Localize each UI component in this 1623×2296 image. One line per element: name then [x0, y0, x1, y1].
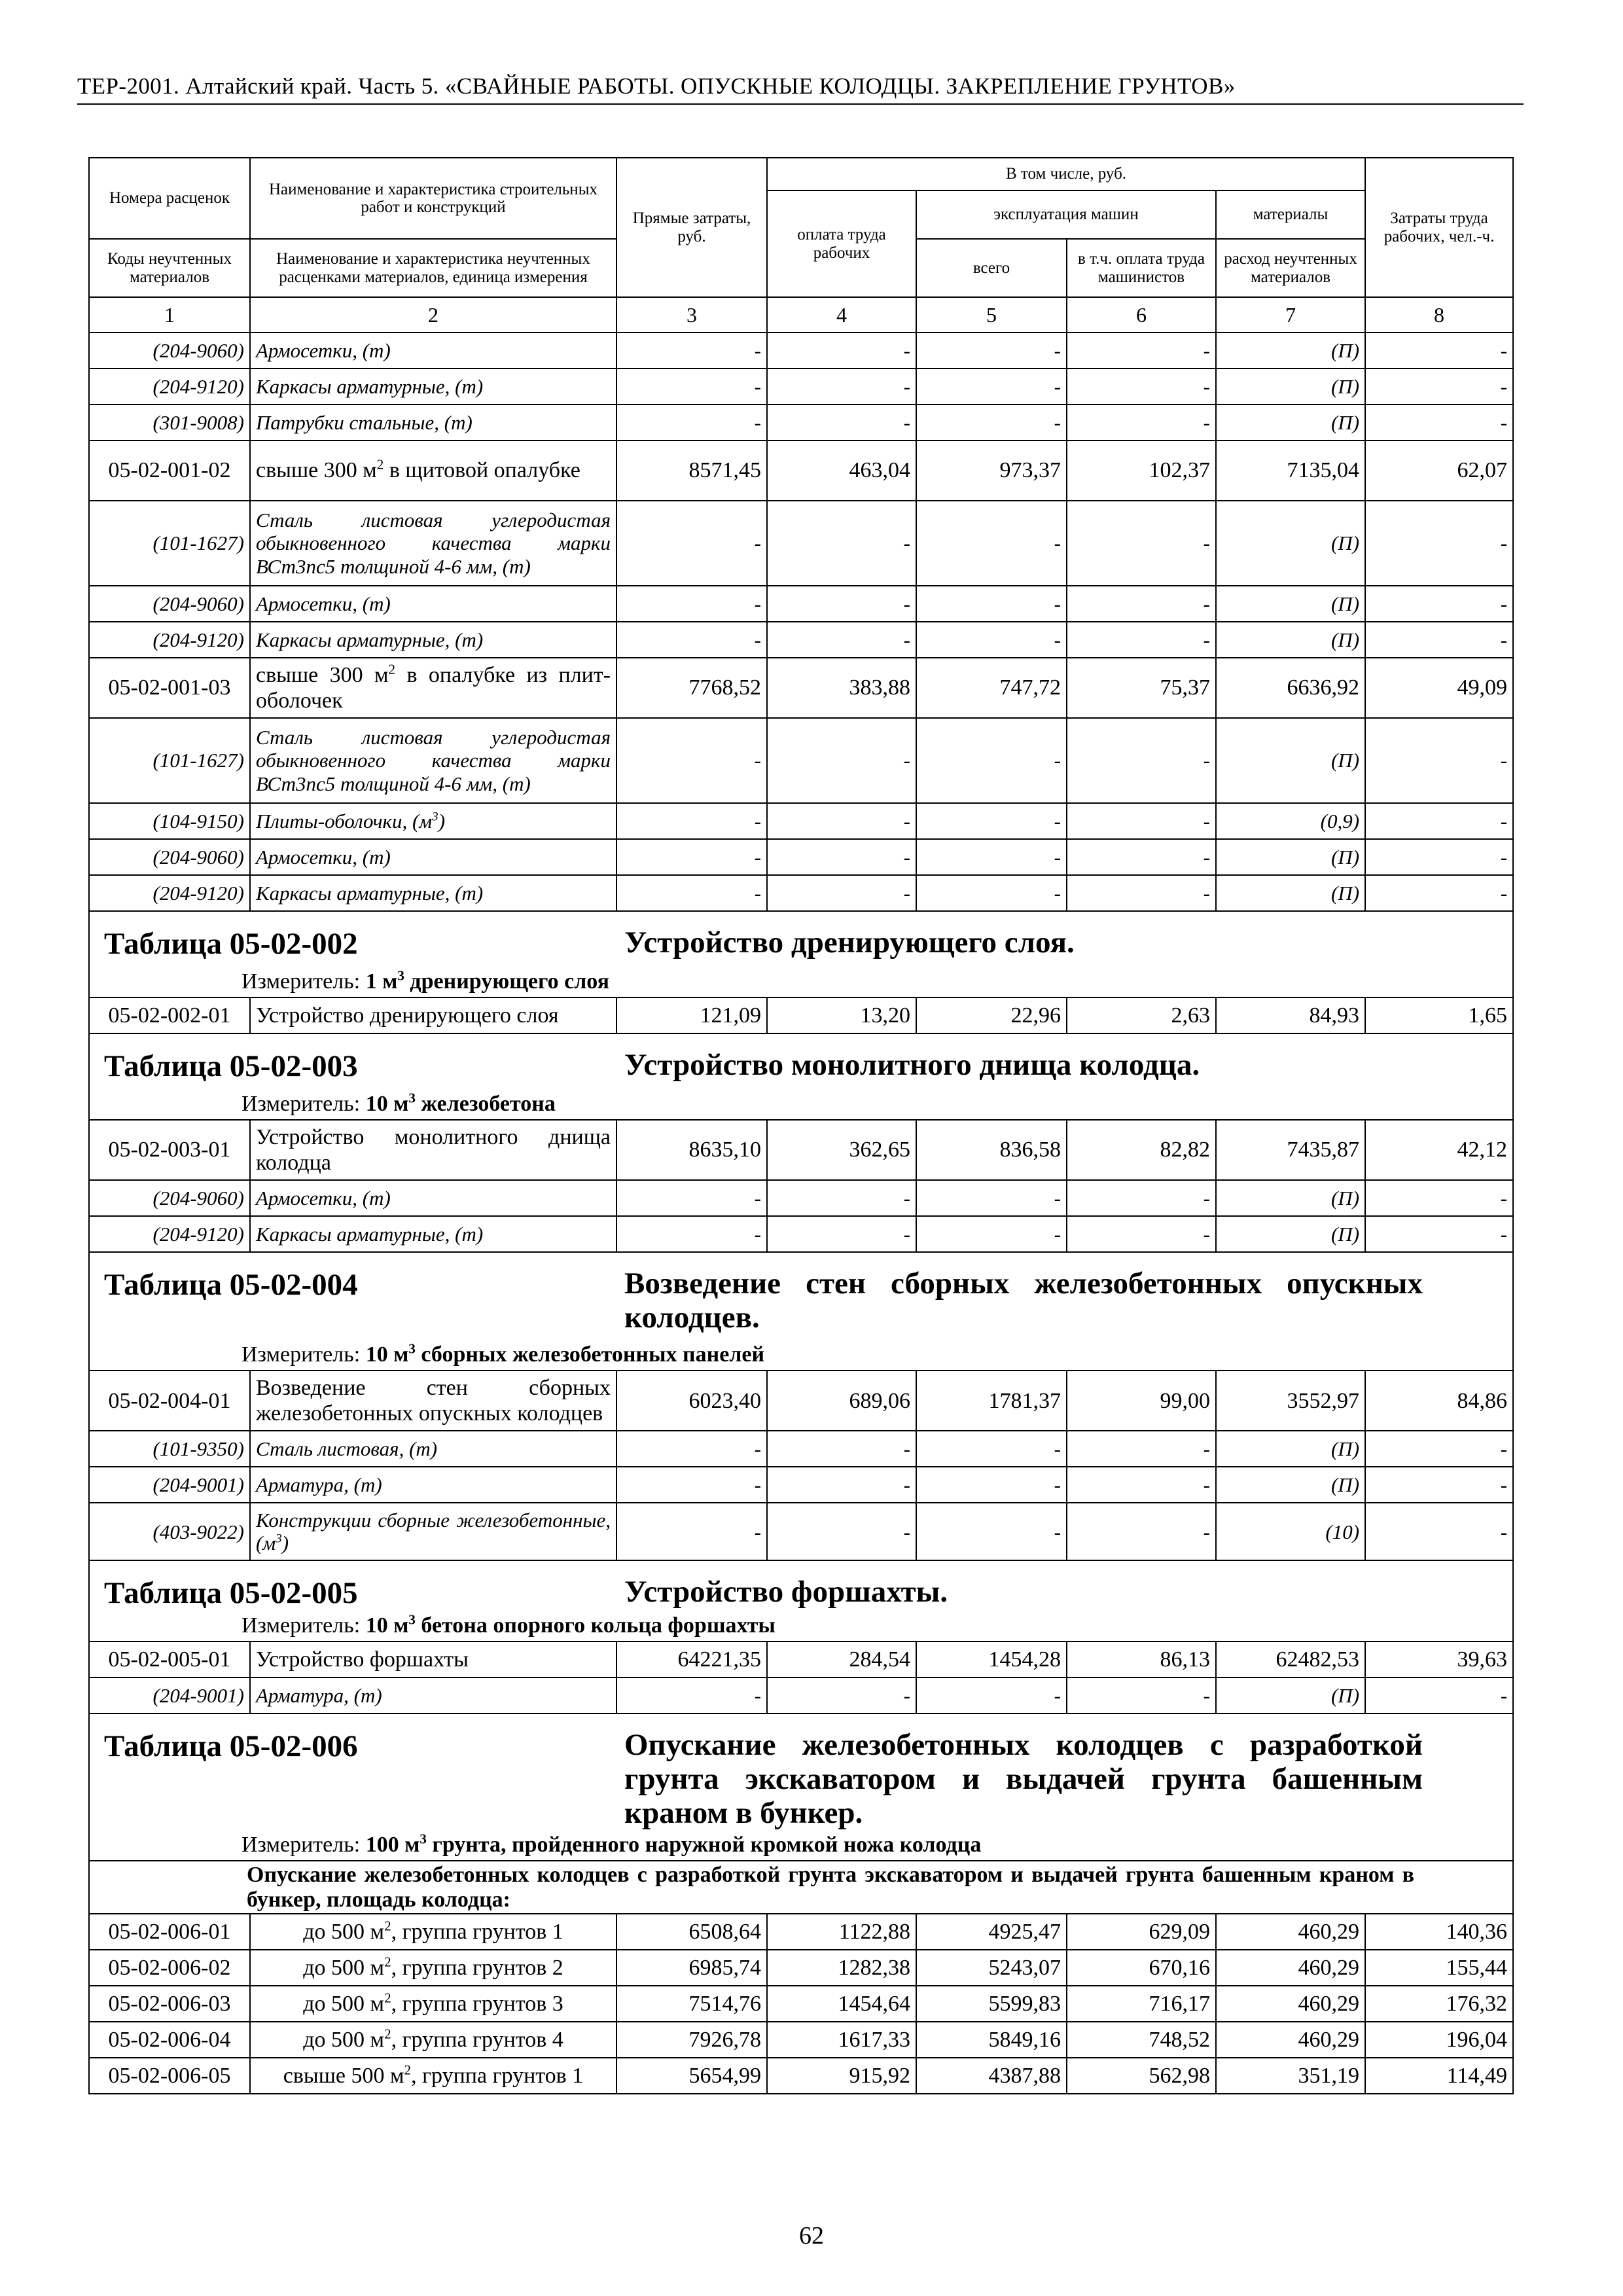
column-numbers-row: 1 2 3 4 5 6 7 8	[89, 297, 1513, 332]
material-row: (403-9022) Конструкции сборные железобетонные, $(м^3)$ - - - - (10) -	[89, 1503, 1513, 1560]
section-05-02-002: Таблица 05-02-002 Устройство дренирующего слоя. Измеритель: 1 $м^3$ дренирующего слоя	[89, 911, 1513, 997]
col-header-machinists-wages: в т.ч. оплата труда машинистов	[1067, 239, 1216, 297]
col-header-machines: эксплуатация машин	[916, 190, 1216, 239]
rate-row: 05-02-006-03 до 500 $м^2$, группа грунтов 3 7514,76 1454,64 5599,83 716,17 460,29 176,32	[89, 1986, 1513, 2022]
material-row: (101-1627) Сталь листовая углеродистая обыкновенного качества марки ВСт3пс5 толщиной 4-6 мм, (т) - - - - (П) -	[89, 718, 1513, 803]
material-row: (204-9120) Каркасы арматурные, (т) - - - - (П) -	[89, 368, 1513, 404]
rate-row: 05-02-006-04 до 500 $м^2$, группа грунтов 4 7926,78 1617,33 5849,16 748,52 460,29 196,04	[89, 2022, 1513, 2058]
rate-row: 05-02-003-01 Устройство монолитного днища колодца 8635,10 362,65 836,58 82,82 7435,87 42,12	[89, 1120, 1513, 1180]
page-number: 62	[799, 2222, 824, 2250]
material-row: (101-9350) Сталь листовая, (т) - - - - (П) -	[89, 1431, 1513, 1467]
col-header-unaccounted-materials: расход неучтенных материалов	[1216, 239, 1365, 297]
rate-row: 05-02-006-01 до 500 $м^2$, группа грунтов 1 6508,64 1122,88 4925,47 629,09 460,29 140,36	[89, 1914, 1513, 1950]
col-header-machines-total: всего	[916, 239, 1067, 297]
material-row: (204-9060) Армосетки, (т) - - - - (П) -	[89, 839, 1513, 875]
col-header-codes: Коды неучтенных материалов	[89, 239, 250, 297]
section-05-02-003: Таблица 05-02-003 Устройство монолитного днища колодца. Измеритель: 10 $м^3$ железобетона	[89, 1033, 1513, 1120]
col-header-rate-numbers: Номера расценок	[89, 158, 250, 239]
col-header-including: В том числе, руб.	[767, 158, 1365, 190]
material-row: (104-9150) Плиты-оболочки, $(м^3)$ - - - - (0,9) -	[89, 803, 1513, 839]
material-row: (204-9120) Каркасы арматурные, (т) - - - - (П) -	[89, 1216, 1513, 1252]
group-header: Опускание железобетонных колодцев с разработкой грунта экскаватором и выдачей грунта башенным краном в бункер, площадь колодца:	[89, 1861, 1513, 1914]
running-header: ТЕР-2001. Алтайский край. Часть 5. «СВАЙНЫЕ РАБОТЫ. ОПУСКНЫЕ КОЛОДЦЫ. ЗАКРЕПЛЕНИЕ ГРУНТОВ»	[77, 73, 1524, 105]
rate-row: 05-02-006-05 свыше 500 $м^2$, группа грунтов 1 5654,99 915,92 4387,88 562,98 351,19 114,49	[89, 2058, 1513, 2094]
col-header-labor-costs: Затраты труда рабочих, чел.-ч.	[1365, 158, 1513, 297]
col-header-materials-name: Наименование и характеристика неучтенных расценками материалов, единица измерения	[250, 239, 616, 297]
col-header-materials: материалы	[1216, 190, 1365, 239]
material-row: (204-9120) Каркасы арматурные, (т) - - - - (П) -	[89, 622, 1513, 658]
rate-row: 05-02-005-01 Устройство форшахты 64221,35 284,54 1454,28 86,13 62482,53 39,63	[89, 1641, 1513, 1677]
section-05-02-004: Таблица 05-02-004 Возведение стен сборных железобетонных опускных колодцев. Измеритель: 10 $м^3$ сборных железобетонных панелей	[89, 1252, 1513, 1371]
material-row: (101-1627) Сталь листовая углеродистая обыкновенного качества марки ВСт3пс5 толщиной 4-6 мм, (т) - - - - (П) -	[89, 501, 1513, 586]
rate-row: 05-02-002-01 Устройство дренирующего слоя 121,09 13,20 22,96 2,63 84,93 1,65	[89, 997, 1513, 1033]
col-header-wages: оплата труда рабочих	[767, 190, 916, 297]
rate-row: 05-02-004-01 Возведение стен сборных железобетонных опускных колодцев 6023,40 689,06 1781,37 99,00 3552,97 84,86	[89, 1371, 1513, 1431]
material-row: (301-9008) Патрубки стальные, (т) - - - - (П) -	[89, 404, 1513, 440]
material-row: (204-9060) Армосетки, (т) - - - - (П) -	[89, 1180, 1513, 1216]
rate-row: 05-02-001-02 свыше 300 $м^2$ в щитовой опалубке 8571,45 463,04 973,37 102,37 7135,04 62,07	[89, 440, 1513, 501]
material-row: (204-9060) Армосетки, (т) - - - - (П) -	[89, 332, 1513, 368]
section-05-02-005: Таблица 05-02-005 Устройство форшахты. Измеритель: 10 $м^3$ бетона опорного кольца форшахты	[89, 1560, 1513, 1641]
rate-row: 05-02-001-03 свыше 300 $м^2$ в опалубке из плит-оболочек 7768,52 383,88 747,72 75,37 6636,92 49,09	[89, 658, 1513, 718]
section-05-02-006: Таблица 05-02-006 Опускание железобетонных колодцев с разработкой грунта экскаватором и выдачей грунта башенным краном в бункер. Измеритель: 100 $м^3$ грунта, пройденного наружной кромкой ножа колодца	[89, 1713, 1513, 1861]
material-row: (204-9001) Арматура, (т) - - - - (П) -	[89, 1467, 1513, 1503]
material-row: (204-9001) Арматура, (т) - - - - (П) -	[89, 1677, 1513, 1713]
material-row: (204-9120) Каркасы арматурные, (т) - - - - (П) -	[89, 875, 1513, 911]
col-header-direct-costs: Прямые затраты, руб.	[616, 158, 767, 297]
col-header-work-name: Наименование и характеристика строительных работ и конструкций	[250, 158, 616, 239]
material-row: (204-9060) Армосетки, (т) - - - - (П) -	[89, 586, 1513, 622]
rates-table	[88, 157, 1514, 2094]
rate-row: 05-02-006-02 до 500 $м^2$, группа грунтов 2 6985,74 1282,38 5243,07 670,16 460,29 155,44	[89, 1950, 1513, 1986]
